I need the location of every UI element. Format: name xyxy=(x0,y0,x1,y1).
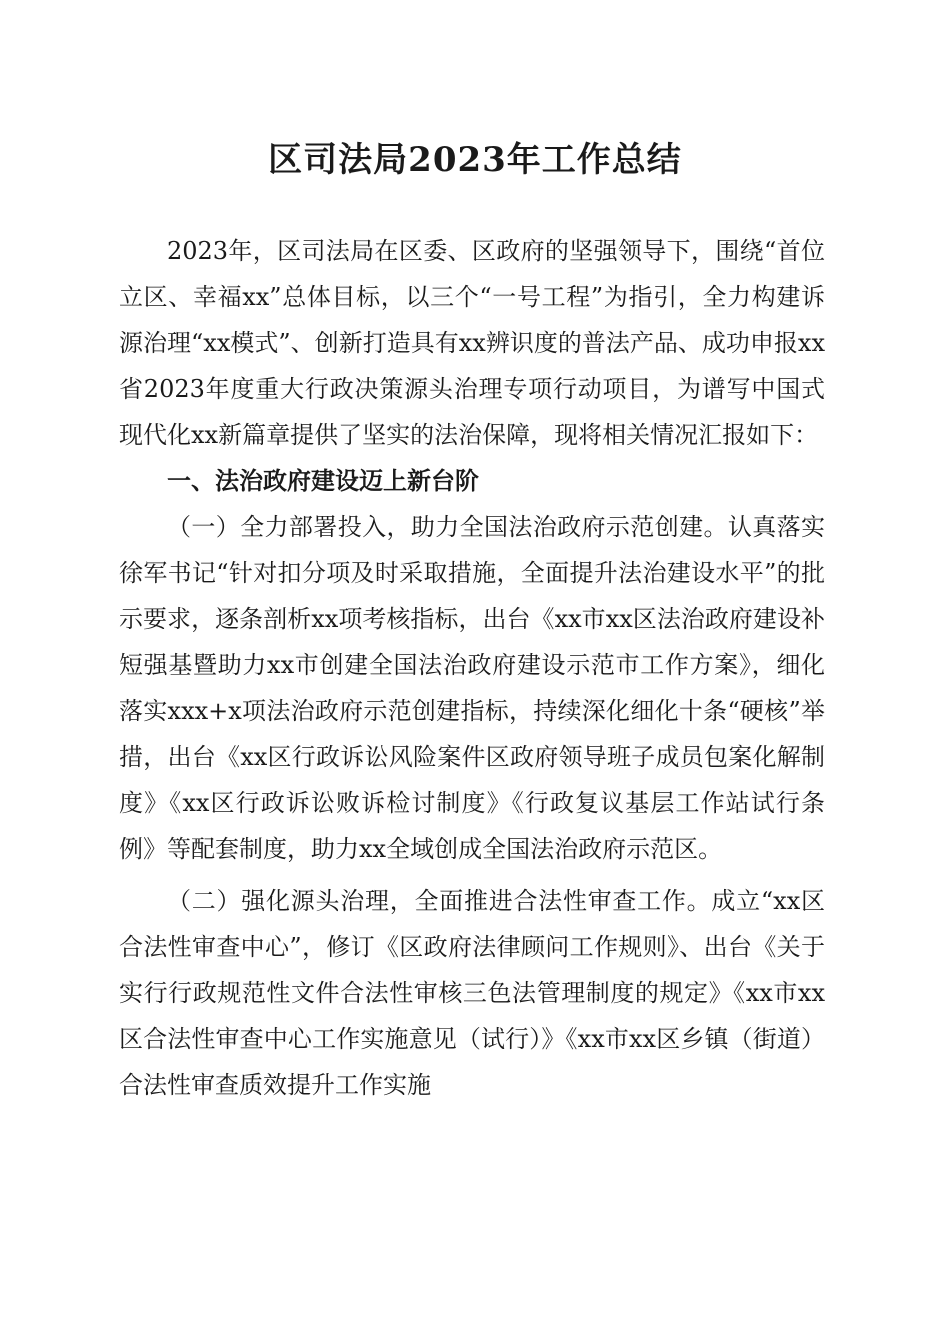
section-heading-1: 一、法治政府建设迈上新台阶 xyxy=(167,467,479,495)
section1-item1-text: 认真落实徐军书记“针对扣分项及时采取措施，全面提升法治建设水平”的批示要求，逐条剖析xx项考核指标，出台《xx市xx区法治政府建设补短强基暨助力xx市创建全国法治政府建设示范市工作方案》，细化落实xxx+x项法治政府示范创建指标，持续深化细化十条“硬核”举措，出台《xx区行政诉讼风险案件区政府领导班子成员包案化解制度》《xx区行政诉讼败诉检讨制度》《行政复议基层工作站试行条例》等配套制度，助力xx全域创成全国法治政府示范区。 xyxy=(119,513,826,863)
section1-item2-paragraph xyxy=(119,878,825,1108)
section1-item2-text: 成立“xx区合法性审查中心”，修订《区政府法律顾问工作规则》、出台《关于实行行政规范性文件合法性审核三色法管理制度的规定》《xx市xx区合法性审查中心工作实施意见（试行）》《xx市xx区乡镇（街道）合法性审查质效提升工作实施 xyxy=(119,887,826,1099)
section1-item1-lead: （一）全力部署投入，助力全国法治政府示范创建。 xyxy=(167,513,728,541)
intro-paragraph: 2023年，区司法局在区委、区政府的坚强领导下，围绕“首位立区、幸福xx”总体目标，以三个“一号工程”为指引，全力构建诉源治理“xx模式”、创新打造具有xx辨识度的普法产品、成功申报xx省2023年度重大行政决策源头治理专项行动项目，为谱写中国式现代化xx新篇章提供了坚实的法治保障，现将相关情况汇报如下： xyxy=(119,237,825,449)
document-body xyxy=(119,228,825,1108)
section1-item2-lead: （二）强化源头治理，全面推进合法性审查工作。 xyxy=(167,887,712,915)
section1-item1-paragraph xyxy=(119,504,825,872)
document-title: 区司法局2023年工作总结 xyxy=(268,140,682,180)
